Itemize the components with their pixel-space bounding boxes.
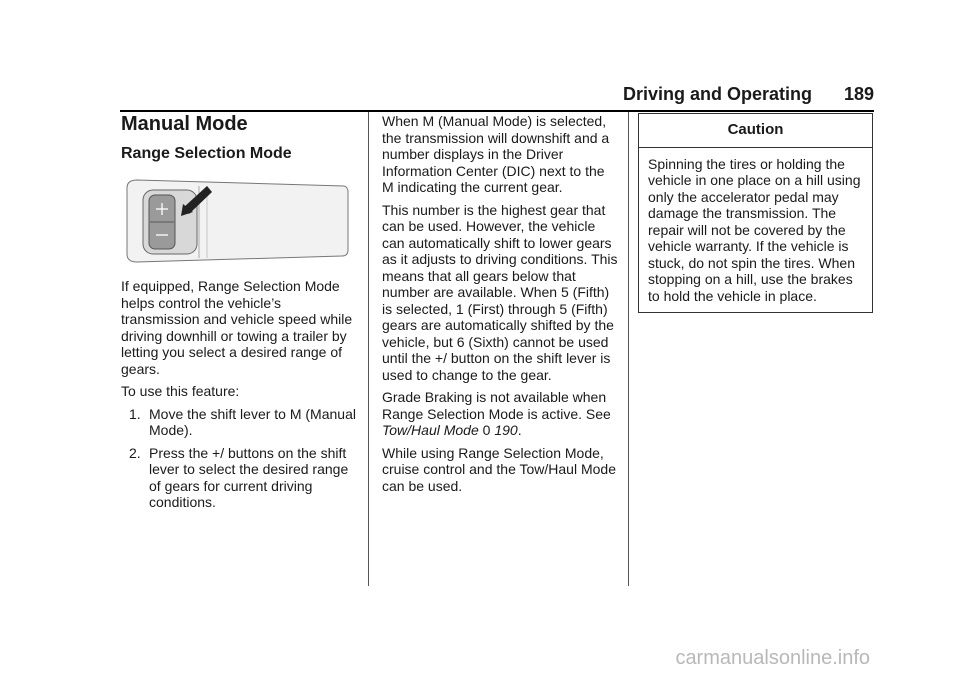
step-text: Press the +/ buttons on the shift lever to select the desired range of gears for current driving conditions. (149, 444, 349, 510)
watermark: carmanualsonline.info (675, 647, 870, 669)
column-1 (121, 112, 357, 517)
list-item (121, 406, 357, 439)
column-divider (628, 112, 629, 586)
paragraph-highest-gear: This number is the highest gear that can be used. However, the vehicle can automatically shift to lower gears as it adjusts to driving conditions. This means that all gears below that number are available. When 5 (Fifth) is selected, 1 (First) through 5 (Fifth) gears are automatically shifted by the vehicle, but 6 (Sixth) cannot be used until the +/ button on the shift lever is used to change to the gear. (382, 201, 618, 383)
paragraph-grade-braking: Grade Braking is not available when Range Selection Mode is active. See Tow/Haul Mode 0 190. (382, 389, 611, 438)
step-number: 2. (129, 444, 141, 461)
shift-lever-button-illustration (119, 178, 349, 264)
tow-haul-link[interactable]: Tow/Haul Mode (382, 422, 479, 438)
column-3 (638, 113, 875, 313)
page-ref-number[interactable]: 190 (494, 422, 518, 438)
step-number: 1. (129, 405, 141, 422)
paragraph-cruise-control: While using Range Selection Mode, cruise control and the Tow/Haul Mode can be used. (382, 444, 616, 494)
page-header (120, 80, 874, 112)
page-number: 189 (843, 84, 874, 104)
step-text: Move the shift lever to M (Manual Mode). (149, 405, 356, 438)
heading-manual-mode: Manual Mode (121, 113, 248, 135)
column-2 (382, 113, 618, 500)
caution-body: Spinning the tires or holding the vehicle in one place on a hill using only the accelerator pedal may damage the transmission. The repair will not be covered by the vehicle warranty. If the vehicle is stuck, do not spin the tires. When stopping on a hill, use the brakes to hold the vehicle in place. (648, 155, 861, 304)
list-item (121, 445, 357, 511)
section-title: Driving and Operating (622, 84, 812, 104)
use-feature-label: To use this feature: (121, 383, 240, 399)
subheading-range-selection: Range Selection Mode (121, 145, 292, 162)
intro-paragraph: If equipped, Range Selection Mode helps control the vehicle’s transmission and vehicle speed while driving downhill or towing a trailer by letting you select a desired range of gears. (121, 278, 353, 377)
caution-box (638, 113, 873, 313)
page-ref-icon: 0 (482, 422, 491, 438)
column-divider (368, 112, 369, 586)
steps-list (121, 406, 357, 511)
caution-title: Caution (639, 114, 872, 148)
paragraph-manual-selected: When M (Manual Mode) is selected, the transmission will downshift and a number displays in the Driver Information Center (DIC) next to the M indicating the current gear. (382, 113, 610, 195)
